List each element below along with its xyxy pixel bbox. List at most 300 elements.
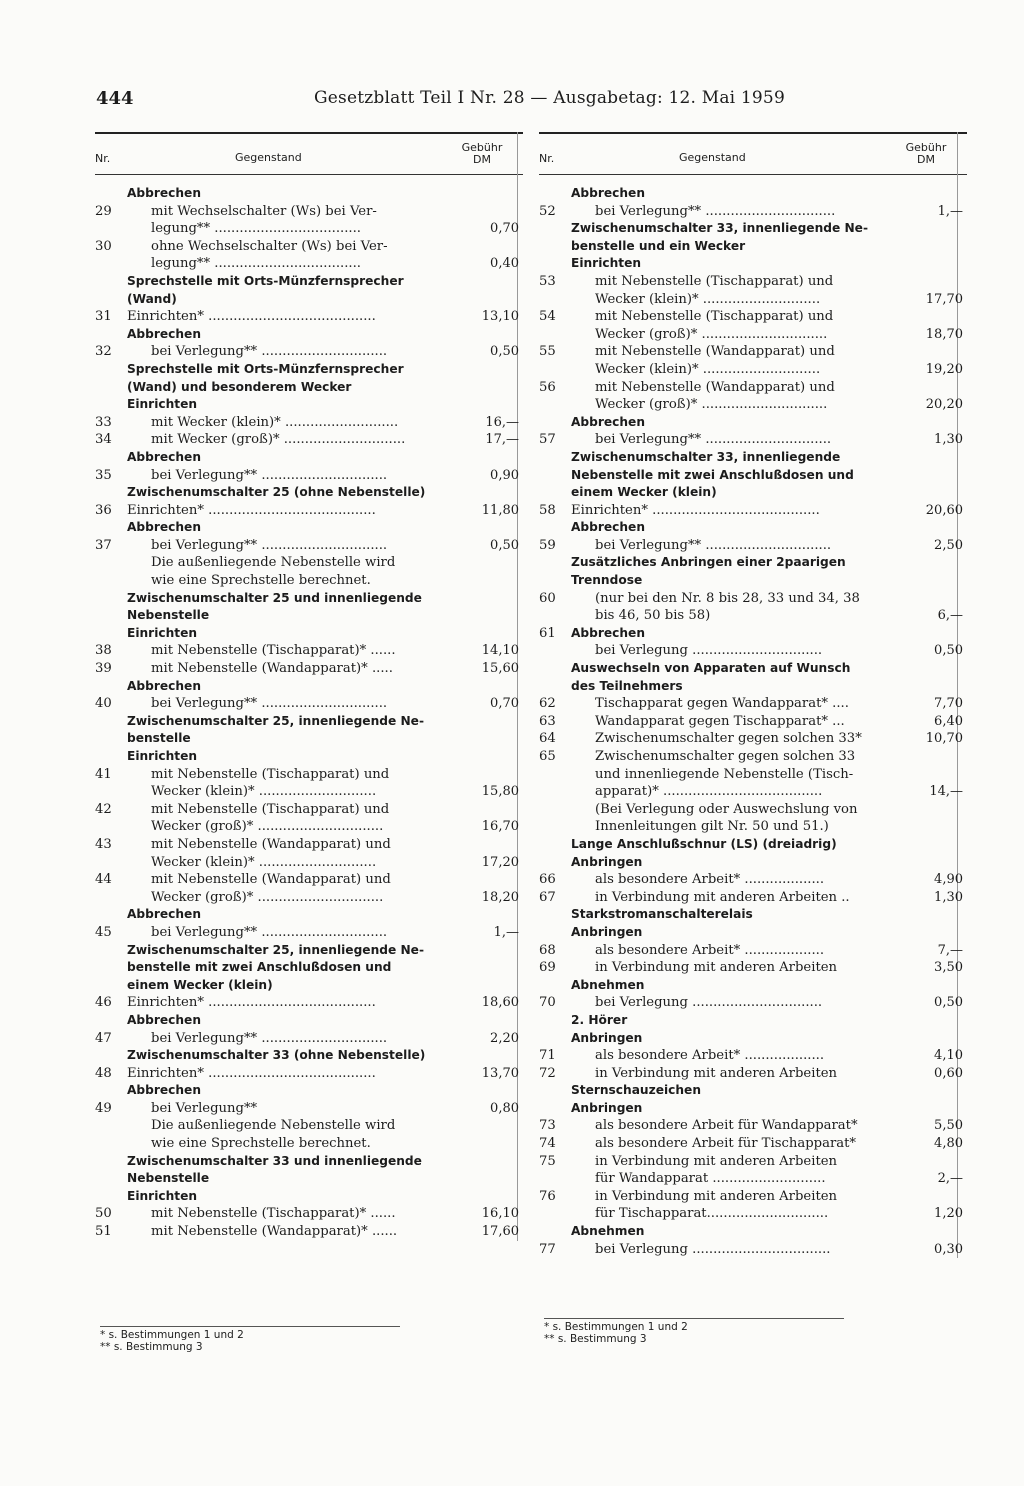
section-heading: (Wand) — [127, 291, 177, 306]
table-row — [95, 379, 523, 397]
row-text: bei Verlegung ............................... — [595, 995, 823, 1011]
table-row — [95, 660, 523, 678]
table-row — [539, 977, 967, 995]
row-text: Zwischenumschalter gegen solchen 33* — [595, 731, 862, 747]
section-heading: Zwischenumschalter 33, innenliegende — [571, 449, 841, 464]
table-row — [539, 607, 967, 625]
section-heading: Anbringen — [571, 1100, 643, 1115]
row-text: als besondere Arbeit für Wandapparat* — [595, 1118, 858, 1134]
table-row — [539, 467, 967, 485]
table-row — [539, 660, 967, 678]
row-text: in Verbindung mit anderen Arbeiten — [595, 1153, 838, 1169]
table-row — [539, 783, 967, 801]
row-number: 34 — [95, 432, 112, 448]
table-row — [95, 1135, 523, 1153]
table-row — [539, 484, 967, 502]
footnote-1: * s. Bestimmungen 1 und 2 — [544, 1321, 688, 1333]
table-row — [95, 959, 523, 977]
row-number: 44 — [95, 872, 112, 888]
table-row — [95, 730, 523, 748]
row-text: mit Wecker (klein)* ........................... — [151, 414, 399, 430]
table-row — [539, 1117, 967, 1135]
table-row — [539, 906, 967, 924]
table-row — [539, 1188, 967, 1206]
header-fee-line2: DM — [917, 153, 935, 166]
row-fee: 15,80 — [481, 784, 519, 800]
table-row — [95, 1170, 523, 1188]
row-fee: 11,80 — [481, 502, 519, 518]
section-heading: Anbringen — [571, 924, 643, 939]
table-row — [539, 431, 967, 449]
row-fee: 2,— — [937, 1171, 963, 1187]
row-fee: 1,— — [493, 924, 519, 940]
row-text: bei Verlegung** .............................. — [151, 1030, 388, 1046]
row-fee: 1,20 — [934, 1206, 963, 1222]
row-number: 51 — [95, 1224, 112, 1240]
table-row — [95, 607, 523, 625]
table-row — [95, 361, 523, 379]
row-number: 32 — [95, 344, 112, 360]
section-heading: Abbrechen — [127, 186, 201, 200]
row-text: in Verbindung mit anderen Arbeiten — [595, 1065, 838, 1081]
section-heading: Abbrechen — [571, 625, 645, 640]
section-heading: Abbrechen — [127, 326, 201, 341]
row-number: 74 — [539, 1136, 556, 1152]
table-row — [539, 203, 967, 221]
row-number: 75 — [539, 1153, 556, 1169]
table-row — [95, 255, 523, 273]
table-row — [95, 396, 523, 414]
section-heading: Abbrechen — [571, 414, 645, 429]
table-row — [539, 959, 967, 977]
row-fee: 17,— — [485, 432, 519, 448]
row-text: bei Verlegung** — [151, 1100, 258, 1116]
row-number: 68 — [539, 942, 556, 958]
row-text: Wecker (klein)* ............................ — [595, 291, 821, 307]
row-text: Einrichten* ........................................ — [127, 502, 376, 518]
section-heading: Einrichten — [127, 397, 198, 412]
table-row — [539, 273, 967, 291]
section-heading: Lange Anschlußschnur (LS) (dreiadrig) — [571, 836, 837, 851]
row-fee: 2,20 — [490, 1030, 519, 1046]
section-heading: Abbrechen — [127, 678, 201, 693]
row-text: als besondere Arbeit* ................... — [595, 1048, 825, 1064]
row-number: 55 — [539, 344, 556, 360]
table-row — [539, 449, 967, 467]
row-text: mit Nebenstelle (Wandapparat) und — [595, 379, 835, 395]
row-number: 39 — [95, 661, 112, 677]
row-number: 54 — [539, 309, 556, 325]
row-number: 47 — [95, 1030, 112, 1046]
row-number: 30 — [95, 238, 112, 254]
row-fee: 0,80 — [490, 1100, 519, 1116]
table-row — [95, 554, 523, 572]
table-row — [95, 308, 523, 326]
section-heading: Abbrechen — [127, 1083, 201, 1098]
row-text: in Verbindung mit anderen Arbeiten .. — [595, 889, 850, 905]
header-fee-line1: Gebühr — [461, 141, 503, 154]
header-fee — [457, 142, 507, 166]
table-row — [539, 220, 967, 238]
row-text: legung** ................................... — [151, 256, 361, 272]
row-text: bei Verlegung** .............................. — [595, 537, 832, 553]
table-row — [539, 255, 967, 273]
table-row — [539, 801, 967, 819]
row-text: in Verbindung mit anderen Arbeiten — [595, 1188, 838, 1204]
table-row — [539, 1030, 967, 1048]
row-text: mit Nebenstelle (Tischapparat) und — [151, 801, 390, 817]
row-text: Wecker (klein)* ............................ — [151, 784, 377, 800]
row-text: Zwischenumschalter gegen solchen 33 — [595, 749, 856, 764]
table-row — [95, 431, 523, 449]
section-heading: Zwischenumschalter 33 und innenliegende — [127, 1153, 422, 1168]
row-text: mit Nebenstelle (Wandapparat) und — [595, 344, 835, 360]
row-fee: 18,60 — [481, 995, 519, 1011]
row-fee: 0,50 — [934, 643, 963, 659]
row-text: Einrichten* ........................................ — [571, 502, 820, 518]
row-number: 58 — [539, 502, 556, 518]
table-row — [95, 537, 523, 555]
row-fee: 7,70 — [934, 696, 963, 712]
section-heading: Sternschauzeichen — [571, 1083, 701, 1098]
section-heading: Nebenstelle — [127, 608, 210, 623]
row-fee: 10,70 — [925, 731, 963, 747]
row-fee: 20,20 — [925, 397, 963, 413]
row-number: 31 — [95, 309, 112, 325]
table-row — [95, 1065, 523, 1083]
section-heading: Abbrechen — [127, 449, 201, 464]
row-number: 62 — [539, 696, 556, 712]
table-row — [539, 730, 967, 748]
section-heading: (Wand) und besonderem Wecker — [127, 379, 352, 394]
table-row — [95, 1188, 523, 1206]
row-text: bis 46, 50 bis 58) — [595, 608, 711, 624]
row-text: ohne Wechselschalter (Ws) bei Ver- — [151, 238, 388, 254]
table-row — [539, 502, 967, 520]
row-number: 48 — [95, 1065, 112, 1081]
section-heading: Starkstromanschalterelais — [571, 907, 753, 922]
right-column-header — [539, 132, 967, 175]
right-rows — [539, 185, 967, 1258]
row-number: 57 — [539, 432, 556, 448]
section-heading: Einrichten — [127, 625, 198, 640]
row-text: mit Wecker (groß)* ............................. — [151, 432, 406, 448]
row-text: mit Wechselschalter (Ws) bei Ver- — [151, 203, 377, 219]
row-number: 70 — [539, 995, 556, 1011]
section-heading: Abbrechen — [127, 1012, 201, 1027]
section-heading: Zwischenumschalter 25, innenliegende Ne- — [127, 713, 424, 728]
left-column — [95, 132, 523, 1241]
row-text: Innenleitungen gilt Nr. 50 und 51.) — [595, 819, 829, 835]
section-heading: Zusätzliches Anbringen einer 2paarigen — [571, 555, 846, 570]
table-row — [539, 1153, 967, 1171]
row-number: 45 — [95, 924, 112, 940]
footnotes-left — [100, 1326, 400, 1353]
footnote-2: ** s. Bestimmung 3 — [544, 1333, 647, 1345]
table-row — [539, 695, 967, 713]
table-row — [95, 713, 523, 731]
table-row — [95, 748, 523, 766]
row-text: in Verbindung mit anderen Arbeiten — [595, 960, 838, 976]
table-row — [95, 1223, 523, 1241]
row-text: bei Verlegung** .............................. — [151, 696, 388, 712]
row-fee: 16,70 — [481, 819, 519, 835]
row-number: 53 — [539, 273, 556, 289]
row-number: 59 — [539, 537, 556, 553]
section-heading: Abnehmen — [571, 1224, 645, 1239]
row-text: mit Nebenstelle (Tischapparat) und — [151, 766, 390, 782]
table-row — [539, 291, 967, 309]
section-heading: Einrichten — [127, 1188, 198, 1203]
row-fee: 5,50 — [934, 1118, 963, 1134]
row-number: 50 — [95, 1206, 112, 1222]
table-row — [539, 678, 967, 696]
table-row — [539, 766, 967, 784]
row-text: bei Verlegung** ............................... — [595, 203, 836, 219]
row-text: Die außenliegende Nebenstelle wird — [151, 1118, 396, 1134]
header-nr: Nr. — [539, 152, 555, 165]
table-row — [539, 1223, 967, 1241]
row-text: Einrichten* ........................................ — [127, 1065, 376, 1081]
row-fee: 17,20 — [481, 854, 519, 870]
row-fee: 1,30 — [934, 889, 963, 905]
row-text: Die außenliegende Nebenstelle wird — [151, 555, 396, 571]
row-fee: 4,90 — [934, 872, 963, 888]
footnotes-right — [544, 1318, 844, 1345]
table-row — [539, 379, 967, 397]
row-number: 67 — [539, 889, 556, 905]
section-heading: Einrichten — [127, 749, 198, 763]
right-column — [539, 132, 967, 1258]
header-fee-line2: DM — [473, 153, 491, 166]
section-heading: Abbrechen — [127, 907, 201, 922]
row-text: Wecker (groß)* .............................. — [595, 397, 828, 413]
table-row — [95, 695, 523, 713]
table-row — [95, 519, 523, 537]
row-text: Wecker (klein)* ............................ — [151, 854, 377, 870]
table-row — [95, 783, 523, 801]
row-text: bei Verlegung** .............................. — [151, 537, 388, 553]
section-heading: benstelle und ein Wecker — [571, 238, 746, 253]
row-fee: 17,70 — [925, 291, 963, 307]
row-text: mit Nebenstelle (Wandapparat)* ..... — [151, 661, 393, 677]
section-heading: einem Wecker (klein) — [127, 977, 273, 992]
table-row — [539, 818, 967, 836]
section-heading: Zwischenumschalter 33, innenliegende Ne- — [571, 221, 868, 236]
row-number: 40 — [95, 696, 112, 712]
row-fee: 0,60 — [934, 1065, 963, 1081]
row-text: für Wandapparat ........................... — [595, 1171, 826, 1187]
table-row — [95, 449, 523, 467]
row-text: apparat)* ...................................... — [595, 784, 823, 800]
row-text: Wecker (groß)* .............................. — [151, 819, 384, 835]
left-rows — [95, 185, 523, 1241]
header-subject: Gegenstand — [679, 151, 746, 164]
row-text: Einrichten* ........................................ — [127, 995, 376, 1011]
row-text: und innenliegende Nebenstelle (Tisch- — [595, 766, 854, 782]
row-fee: 7,— — [937, 942, 963, 958]
row-number: 49 — [95, 1100, 112, 1116]
section-heading: Abbrechen — [571, 520, 645, 535]
row-number: 43 — [95, 836, 112, 852]
section-heading: Einrichten — [571, 256, 642, 271]
row-number: 52 — [539, 203, 556, 219]
row-fee: 6,— — [937, 608, 963, 624]
row-fee: 4,10 — [934, 1048, 963, 1064]
table-row — [95, 273, 523, 291]
table-row — [539, 554, 967, 572]
table-row — [95, 1153, 523, 1171]
table-row — [539, 748, 967, 766]
table-row — [539, 713, 967, 731]
row-fee: 16,— — [485, 414, 519, 430]
row-text: Tischapparat gegen Wandapparat* .... — [595, 696, 849, 712]
row-number: 56 — [539, 379, 556, 395]
section-heading: Zwischenumschalter 33 (ohne Nebenstelle) — [127, 1048, 426, 1063]
section-heading: Nebenstelle mit zwei Anschlußdosen und — [571, 467, 854, 482]
table-row — [95, 414, 523, 432]
section-heading: Zwischenumschalter 25 und innenliegende — [127, 590, 422, 605]
row-text: legung** ................................... — [151, 221, 361, 237]
section-heading: benstelle — [127, 731, 191, 746]
row-text: bei Verlegung ............................... — [595, 643, 823, 659]
row-fee: 19,20 — [925, 361, 963, 377]
table-row — [95, 678, 523, 696]
table-row — [95, 836, 523, 854]
row-text: bei Verlegung** .............................. — [151, 924, 388, 940]
table-row — [95, 801, 523, 819]
header-fee-line1: Gebühr — [905, 141, 947, 154]
table-row — [539, 854, 967, 872]
row-fee: 1,— — [937, 203, 963, 219]
section-heading: Sprechstelle mit Orts-Münzfernsprecher — [127, 273, 404, 288]
table-row — [539, 1082, 967, 1100]
table-row — [95, 854, 523, 872]
section-heading: 2. Hörer — [571, 1012, 628, 1027]
row-fee: 17,60 — [481, 1224, 519, 1240]
row-text: mit Nebenstelle (Wandapparat) und — [151, 872, 391, 888]
section-heading: Zwischenumschalter 25, innenliegende Ne- — [127, 942, 424, 957]
row-fee: 0,70 — [490, 221, 519, 237]
section-heading: Abbrechen — [571, 186, 645, 200]
row-fee: 18,70 — [925, 326, 963, 342]
section-heading: benstelle mit zwei Anschlußdosen und — [127, 960, 392, 975]
row-fee: 2,50 — [934, 537, 963, 553]
table-row — [95, 1082, 523, 1100]
row-fee: 15,60 — [481, 661, 519, 677]
left-column-header — [95, 132, 523, 175]
row-fee: 6,40 — [934, 713, 963, 729]
row-fee: 0,40 — [490, 256, 519, 272]
table-row — [95, 766, 523, 784]
section-heading: Anbringen — [571, 1030, 643, 1045]
row-text: bei Verlegung** .............................. — [151, 467, 388, 483]
table-row — [539, 994, 967, 1012]
row-number: 42 — [95, 801, 112, 817]
table-row — [95, 818, 523, 836]
row-number: 76 — [539, 1188, 556, 1204]
table-row — [539, 1065, 967, 1083]
row-fee: 16,10 — [481, 1206, 519, 1222]
row-text: mit Nebenstelle (Tischapparat)* ...... — [151, 1206, 396, 1222]
table-row — [95, 924, 523, 942]
row-number: 65 — [539, 749, 556, 764]
row-text: (nur bei den Nr. 8 bis 28, 33 und 34, 38 — [595, 590, 860, 606]
table-row — [539, 519, 967, 537]
row-text: Einrichten* ........................................ — [127, 309, 376, 325]
row-text: mit Nebenstelle (Wandapparat)* ...... — [151, 1224, 398, 1240]
row-number: 60 — [539, 590, 556, 606]
row-text: (Bei Verlegung oder Auswechslung von — [595, 801, 858, 817]
table-row — [95, 642, 523, 660]
row-fee: 1,30 — [934, 432, 963, 448]
row-fee: 0,90 — [490, 467, 519, 483]
section-heading: Nebenstelle — [127, 1171, 210, 1186]
row-fee: 0,70 — [490, 696, 519, 712]
section-heading: einem Wecker (klein) — [571, 485, 717, 500]
row-fee: 20,60 — [925, 502, 963, 518]
table-row — [95, 238, 523, 256]
table-row — [539, 238, 967, 256]
row-text: Wandapparat gegen Tischapparat* ... — [595, 713, 845, 729]
section-heading: Auswechseln von Apparaten auf Wunsch — [571, 661, 851, 676]
row-number: 63 — [539, 713, 556, 729]
row-fee: 0,50 — [490, 537, 519, 553]
row-number: 41 — [95, 766, 112, 782]
page-number: 444 — [96, 88, 134, 109]
table-row — [539, 1100, 967, 1118]
row-number: 73 — [539, 1118, 556, 1134]
table-row — [539, 1012, 967, 1030]
table-row — [95, 1047, 523, 1065]
row-text: bei Verlegung ................................. — [595, 1241, 831, 1257]
row-text: wie eine Sprechstelle berechnet. — [151, 1136, 371, 1152]
row-text: wie eine Sprechstelle berechnet. — [151, 573, 371, 589]
row-number: 64 — [539, 731, 556, 747]
table-row — [95, 203, 523, 221]
row-fee: 0,50 — [490, 344, 519, 360]
table-row — [95, 572, 523, 590]
row-fee: 0,30 — [934, 1241, 963, 1257]
table-row — [95, 484, 523, 502]
row-text: Wecker (groß)* .............................. — [151, 889, 384, 905]
page-title: Gesetzblatt Teil I Nr. 28 — Ausgabetag: 12. Mai 1959 — [314, 88, 785, 108]
table-row — [539, 414, 967, 432]
table-row — [539, 642, 967, 660]
row-number: 66 — [539, 872, 556, 888]
table-row — [95, 590, 523, 608]
row-fee: 14,10 — [481, 643, 519, 659]
footnote-2: ** s. Bestimmung 3 — [100, 1341, 203, 1353]
table-row — [539, 1241, 967, 1259]
row-fee: 13,70 — [481, 1065, 519, 1081]
row-number: 38 — [95, 643, 112, 659]
table-row — [95, 871, 523, 889]
table-row — [95, 1117, 523, 1135]
footnote-1: * s. Bestimmungen 1 und 2 — [100, 1329, 244, 1341]
table-row — [95, 1205, 523, 1223]
table-row — [539, 590, 967, 608]
table-row — [539, 185, 967, 203]
table-row — [95, 977, 523, 995]
row-text: Wecker (groß)* .............................. — [595, 326, 828, 342]
table-row — [539, 1205, 967, 1223]
row-number: 33 — [95, 414, 112, 430]
table-row — [539, 537, 967, 555]
table-row — [539, 942, 967, 960]
row-number: 71 — [539, 1048, 556, 1064]
row-number: 72 — [539, 1065, 556, 1081]
